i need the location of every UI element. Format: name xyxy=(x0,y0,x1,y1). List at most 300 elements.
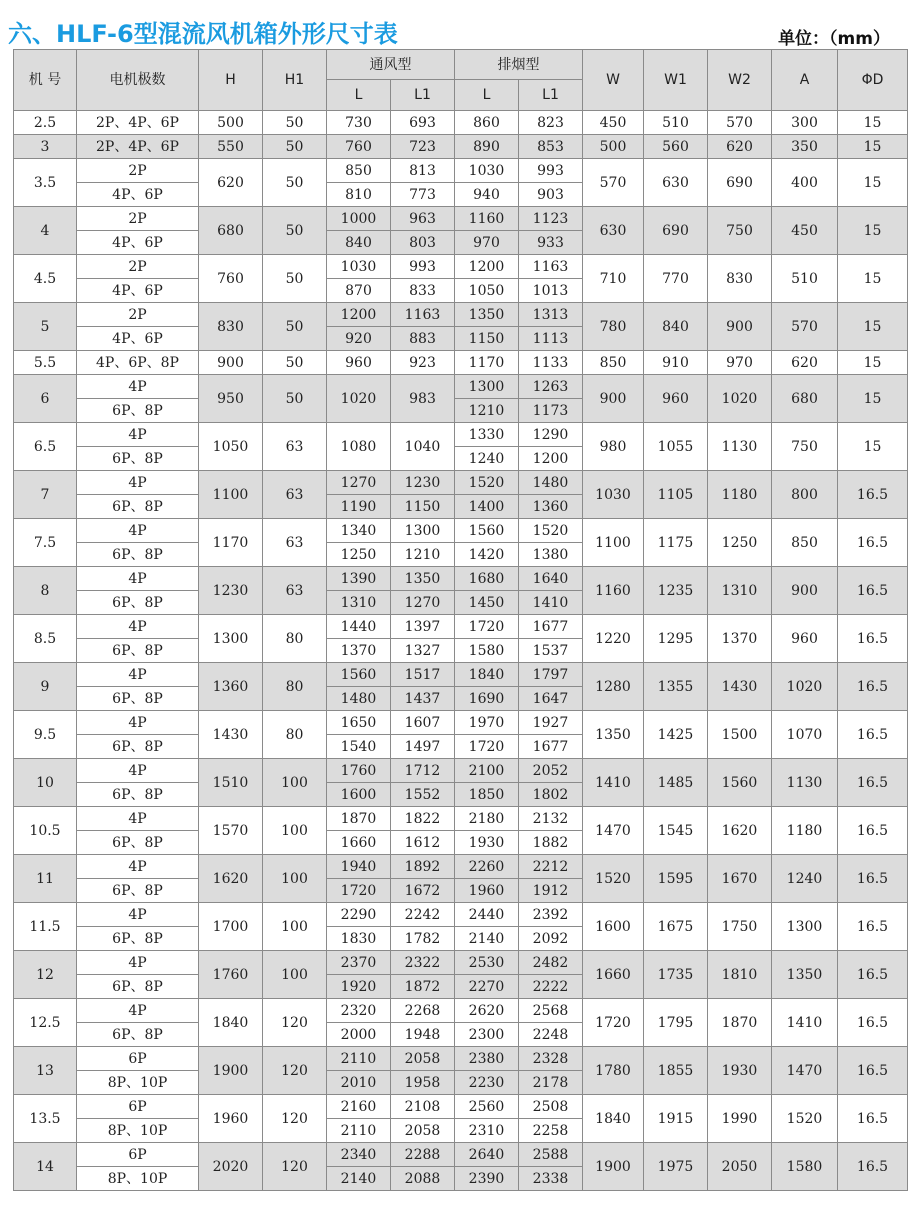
cell-a: 300 xyxy=(772,111,838,135)
cell-smoke-l1: 1677 xyxy=(519,615,583,639)
cell-vent-l: 1870 xyxy=(327,807,391,831)
cell-vent-l1: 1672 xyxy=(391,879,455,903)
cell-w2: 1810 xyxy=(708,951,772,999)
cell-w: 1100 xyxy=(583,519,644,567)
cell-smoke-l1: 1013 xyxy=(519,279,583,303)
cell-motor: 6P、8P xyxy=(77,639,199,663)
table-body xyxy=(14,111,908,1191)
cell-a: 750 xyxy=(772,423,838,471)
cell-w2: 1930 xyxy=(708,1047,772,1095)
cell-h: 500 xyxy=(199,111,263,135)
table-row xyxy=(14,111,908,135)
cell-vent-l: 1650 xyxy=(327,711,391,735)
cell-smoke-l1: 2178 xyxy=(519,1071,583,1095)
cell-vent-l1: 1958 xyxy=(391,1071,455,1095)
cell-motor: 4P xyxy=(77,855,199,879)
cell-smoke-l1: 1802 xyxy=(519,783,583,807)
cell-vent-l: 850 xyxy=(327,159,391,183)
cell-vent-l: 2010 xyxy=(327,1071,391,1095)
cell-motor: 4P xyxy=(77,423,199,447)
cell-w1: 560 xyxy=(644,135,708,159)
cell-smoke-l1: 1912 xyxy=(519,879,583,903)
cell-w: 500 xyxy=(583,135,644,159)
cell-vent-l: 2370 xyxy=(327,951,391,975)
cell-a: 620 xyxy=(772,351,838,375)
cell-motor: 4P xyxy=(77,519,199,543)
cell-smoke-l: 1850 xyxy=(455,783,519,807)
header-w: W xyxy=(583,50,644,111)
cell-vent-l1: 993 xyxy=(391,255,455,279)
cell-w: 900 xyxy=(583,375,644,423)
cell-vent-l: 1200 xyxy=(327,303,391,327)
cell-smoke-l1: 1882 xyxy=(519,831,583,855)
cell-w1: 1545 xyxy=(644,807,708,855)
cell-smoke-l1: 1200 xyxy=(519,447,583,471)
cell-model: 14 xyxy=(14,1143,77,1191)
cell-vent-l1: 2322 xyxy=(391,951,455,975)
cell-vent-l1: 1397 xyxy=(391,615,455,639)
cell-smoke-l: 1970 xyxy=(455,711,519,735)
cell-h: 1840 xyxy=(199,999,263,1047)
cell-model: 5 xyxy=(14,303,77,351)
cell-motor: 4P xyxy=(77,711,199,735)
cell-vent-l: 960 xyxy=(327,351,391,375)
cell-a: 350 xyxy=(772,135,838,159)
cell-vent-l: 2000 xyxy=(327,1023,391,1047)
cell-h1: 63 xyxy=(263,567,327,615)
cell-smoke-l: 2620 xyxy=(455,999,519,1023)
cell-motor: 6P、8P xyxy=(77,687,199,711)
cell-vent-l1: 2108 xyxy=(391,1095,455,1119)
cell-d: 16.5 xyxy=(838,759,908,807)
cell-h: 680 xyxy=(199,207,263,255)
cell-vent-l: 1270 xyxy=(327,471,391,495)
cell-vent-l1: 1163 xyxy=(391,303,455,327)
cell-vent-l1: 1150 xyxy=(391,495,455,519)
cell-vent-l1: 1607 xyxy=(391,711,455,735)
cell-w2: 1870 xyxy=(708,999,772,1047)
cell-smoke-l: 2260 xyxy=(455,855,519,879)
cell-d: 16.5 xyxy=(838,471,908,519)
cell-h: 620 xyxy=(199,159,263,207)
cell-w2: 1370 xyxy=(708,615,772,663)
cell-smoke-l: 2300 xyxy=(455,1023,519,1047)
table-header-row xyxy=(14,50,908,80)
cell-motor: 6P、8P xyxy=(77,879,199,903)
cell-w2: 750 xyxy=(708,207,772,255)
cell-h1: 63 xyxy=(263,423,327,471)
cell-vent-l1: 1948 xyxy=(391,1023,455,1047)
cell-vent-l: 810 xyxy=(327,183,391,207)
cell-w: 850 xyxy=(583,351,644,375)
cell-h: 1760 xyxy=(199,951,263,999)
cell-vent-l: 1310 xyxy=(327,591,391,615)
cell-smoke-l1: 903 xyxy=(519,183,583,207)
cell-model: 7.5 xyxy=(14,519,77,567)
cell-vent-l: 2290 xyxy=(327,903,391,927)
cell-smoke-l: 2380 xyxy=(455,1047,519,1071)
cell-h: 1700 xyxy=(199,903,263,951)
cell-a: 1410 xyxy=(772,999,838,1047)
cell-motor: 6P、8P xyxy=(77,1023,199,1047)
cell-model: 12 xyxy=(14,951,77,999)
cell-vent-l1: 2058 xyxy=(391,1047,455,1071)
cell-vent-l: 2140 xyxy=(327,1167,391,1191)
cell-h1: 80 xyxy=(263,615,327,663)
cell-w2: 1500 xyxy=(708,711,772,759)
cell-smoke-l1: 1313 xyxy=(519,303,583,327)
cell-d: 15 xyxy=(838,135,908,159)
cell-h: 760 xyxy=(199,255,263,303)
cell-vent-l1: 813 xyxy=(391,159,455,183)
cell-vent-l1: 1270 xyxy=(391,591,455,615)
cell-model: 13.5 xyxy=(14,1095,77,1143)
cell-vent-l1: 1612 xyxy=(391,831,455,855)
cell-smoke-l1: 1113 xyxy=(519,327,583,351)
cell-motor: 6P、8P xyxy=(77,783,199,807)
cell-vent-l1: 2242 xyxy=(391,903,455,927)
cell-motor: 4P、6P xyxy=(77,231,199,255)
cell-w1: 1175 xyxy=(644,519,708,567)
cell-vent-l1: 723 xyxy=(391,135,455,159)
cell-model: 2.5 xyxy=(14,111,77,135)
cell-model: 8 xyxy=(14,567,77,615)
cell-motor: 6P xyxy=(77,1143,199,1167)
header-motor: 电机极数 xyxy=(77,50,199,111)
cell-d: 15 xyxy=(838,423,908,471)
cell-vent-l: 870 xyxy=(327,279,391,303)
cell-motor: 4P、6P xyxy=(77,183,199,207)
table-row xyxy=(14,615,908,639)
cell-smoke-l1: 2508 xyxy=(519,1095,583,1119)
cell-w1: 1795 xyxy=(644,999,708,1047)
cell-w1: 1355 xyxy=(644,663,708,711)
cell-h: 1300 xyxy=(199,615,263,663)
cell-motor: 6P、8P xyxy=(77,975,199,999)
table-row xyxy=(14,663,908,687)
cell-w1: 690 xyxy=(644,207,708,255)
cell-vent-l: 920 xyxy=(327,327,391,351)
cell-motor: 4P、6P xyxy=(77,279,199,303)
cell-vent-l1: 803 xyxy=(391,231,455,255)
cell-vent-l1: 833 xyxy=(391,279,455,303)
cell-h1: 50 xyxy=(263,375,327,423)
cell-w: 630 xyxy=(583,207,644,255)
cell-h: 1960 xyxy=(199,1095,263,1143)
cell-smoke-l1: 993 xyxy=(519,159,583,183)
header-w1: W1 xyxy=(644,50,708,111)
cell-w2: 1750 xyxy=(708,903,772,951)
cell-motor: 4P、6P、8P xyxy=(77,351,199,375)
cell-motor: 2P xyxy=(77,207,199,231)
cell-smoke-l: 1720 xyxy=(455,735,519,759)
cell-motor: 6P xyxy=(77,1095,199,1119)
header-d: ΦD xyxy=(838,50,908,111)
cell-d: 15 xyxy=(838,255,908,303)
cell-a: 450 xyxy=(772,207,838,255)
cell-model: 6 xyxy=(14,375,77,423)
cell-smoke-l1: 2338 xyxy=(519,1167,583,1191)
cell-model: 4 xyxy=(14,207,77,255)
cell-vent-l: 2110 xyxy=(327,1119,391,1143)
cell-w2: 1620 xyxy=(708,807,772,855)
cell-w1: 1975 xyxy=(644,1143,708,1191)
header-smoke: 排烟型 xyxy=(455,50,583,80)
cell-smoke-l: 1160 xyxy=(455,207,519,231)
cell-a: 1470 xyxy=(772,1047,838,1095)
cell-d: 16.5 xyxy=(838,903,908,951)
cell-smoke-l1: 2092 xyxy=(519,927,583,951)
cell-smoke-l: 2640 xyxy=(455,1143,519,1167)
cell-w1: 770 xyxy=(644,255,708,303)
cell-h: 900 xyxy=(199,351,263,375)
cell-vent-l1: 1822 xyxy=(391,807,455,831)
cell-smoke-l: 1450 xyxy=(455,591,519,615)
cell-smoke-l: 1300 xyxy=(455,375,519,399)
cell-motor: 4P xyxy=(77,903,199,927)
cell-smoke-l: 1200 xyxy=(455,255,519,279)
cell-h: 550 xyxy=(199,135,263,159)
cell-motor: 2P、4P、6P xyxy=(77,111,199,135)
cell-h1: 50 xyxy=(263,255,327,303)
cell-smoke-l: 1170 xyxy=(455,351,519,375)
cell-vent-l: 1440 xyxy=(327,615,391,639)
cell-w: 570 xyxy=(583,159,644,207)
cell-smoke-l: 1240 xyxy=(455,447,519,471)
cell-motor: 2P、4P、6P xyxy=(77,135,199,159)
cell-smoke-l1: 2222 xyxy=(519,975,583,999)
cell-model: 3.5 xyxy=(14,159,77,207)
cell-a: 900 xyxy=(772,567,838,615)
table-row xyxy=(14,159,908,183)
cell-w: 1660 xyxy=(583,951,644,999)
cell-h1: 100 xyxy=(263,807,327,855)
cell-w1: 1105 xyxy=(644,471,708,519)
cell-vent-l1: 963 xyxy=(391,207,455,231)
cell-w2: 1670 xyxy=(708,855,772,903)
cell-vent-l1: 1782 xyxy=(391,927,455,951)
cell-motor: 8P、10P xyxy=(77,1119,199,1143)
cell-a: 800 xyxy=(772,471,838,519)
cell-model: 4.5 xyxy=(14,255,77,303)
header-vent-l: L xyxy=(327,80,391,111)
cell-w2: 1560 xyxy=(708,759,772,807)
cell-vent-l1: 1300 xyxy=(391,519,455,543)
cell-smoke-l: 1350 xyxy=(455,303,519,327)
cell-h1: 50 xyxy=(263,207,327,255)
cell-smoke-l1: 1537 xyxy=(519,639,583,663)
cell-h1: 50 xyxy=(263,111,327,135)
cell-h1: 100 xyxy=(263,855,327,903)
cell-a: 400 xyxy=(772,159,838,207)
cell-w: 1160 xyxy=(583,567,644,615)
cell-smoke-l1: 853 xyxy=(519,135,583,159)
cell-w: 1520 xyxy=(583,855,644,903)
cell-w: 1410 xyxy=(583,759,644,807)
cell-vent-l1: 1040 xyxy=(391,423,455,471)
cell-vent-l: 2160 xyxy=(327,1095,391,1119)
cell-vent-l: 1540 xyxy=(327,735,391,759)
cell-smoke-l1: 933 xyxy=(519,231,583,255)
cell-smoke-l: 890 xyxy=(455,135,519,159)
table-row xyxy=(14,255,908,279)
cell-vent-l: 1480 xyxy=(327,687,391,711)
cell-smoke-l1: 2328 xyxy=(519,1047,583,1071)
cell-w2: 620 xyxy=(708,135,772,159)
cell-vent-l: 1940 xyxy=(327,855,391,879)
cell-w: 1280 xyxy=(583,663,644,711)
cell-w: 1350 xyxy=(583,711,644,759)
cell-h: 830 xyxy=(199,303,263,351)
cell-vent-l: 2340 xyxy=(327,1143,391,1167)
cell-vent-l1: 773 xyxy=(391,183,455,207)
cell-smoke-l1: 823 xyxy=(519,111,583,135)
cell-smoke-l: 970 xyxy=(455,231,519,255)
cell-motor: 6P、8P xyxy=(77,399,199,423)
cell-smoke-l: 1050 xyxy=(455,279,519,303)
table-row xyxy=(14,951,908,975)
cell-w2: 2050 xyxy=(708,1143,772,1191)
cell-smoke-l: 2310 xyxy=(455,1119,519,1143)
cell-motor: 6P、8P xyxy=(77,543,199,567)
cell-smoke-l1: 1640 xyxy=(519,567,583,591)
cell-motor: 4P xyxy=(77,375,199,399)
cell-vent-l: 1020 xyxy=(327,375,391,423)
cell-smoke-l1: 1520 xyxy=(519,519,583,543)
cell-smoke-l: 2440 xyxy=(455,903,519,927)
cell-vent-l1: 1210 xyxy=(391,543,455,567)
cell-w2: 1990 xyxy=(708,1095,772,1143)
cell-h1: 50 xyxy=(263,135,327,159)
cell-smoke-l1: 1410 xyxy=(519,591,583,615)
cell-w1: 630 xyxy=(644,159,708,207)
cell-vent-l: 1830 xyxy=(327,927,391,951)
cell-vent-l1: 1712 xyxy=(391,759,455,783)
cell-w1: 910 xyxy=(644,351,708,375)
cell-smoke-l: 2390 xyxy=(455,1167,519,1191)
cell-a: 1350 xyxy=(772,951,838,999)
cell-smoke-l1: 1480 xyxy=(519,471,583,495)
cell-h: 2020 xyxy=(199,1143,263,1191)
cell-w1: 1235 xyxy=(644,567,708,615)
cell-vent-l: 1190 xyxy=(327,495,391,519)
cell-vent-l: 1560 xyxy=(327,663,391,687)
cell-model: 10.5 xyxy=(14,807,77,855)
cell-d: 16.5 xyxy=(838,519,908,567)
cell-h1: 50 xyxy=(263,159,327,207)
cell-motor: 6P、8P xyxy=(77,495,199,519)
cell-w1: 1295 xyxy=(644,615,708,663)
cell-a: 680 xyxy=(772,375,838,423)
cell-smoke-l1: 1133 xyxy=(519,351,583,375)
cell-h1: 120 xyxy=(263,1047,327,1095)
cell-vent-l1: 2088 xyxy=(391,1167,455,1191)
cell-w1: 1735 xyxy=(644,951,708,999)
cell-vent-l: 2320 xyxy=(327,999,391,1023)
table-row xyxy=(14,903,908,927)
cell-a: 1070 xyxy=(772,711,838,759)
cell-model: 12.5 xyxy=(14,999,77,1047)
cell-smoke-l1: 2482 xyxy=(519,951,583,975)
cell-motor: 6P、8P xyxy=(77,831,199,855)
cell-smoke-l1: 1263 xyxy=(519,375,583,399)
cell-a: 1020 xyxy=(772,663,838,711)
cell-vent-l1: 2268 xyxy=(391,999,455,1023)
cell-w2: 1250 xyxy=(708,519,772,567)
table-row xyxy=(14,1047,908,1071)
cell-h1: 100 xyxy=(263,759,327,807)
cell-w: 1720 xyxy=(583,999,644,1047)
cell-smoke-l: 1580 xyxy=(455,639,519,663)
cell-w2: 1180 xyxy=(708,471,772,519)
cell-h1: 100 xyxy=(263,951,327,999)
cell-model: 13 xyxy=(14,1047,77,1095)
cell-h: 1900 xyxy=(199,1047,263,1095)
cell-d: 15 xyxy=(838,351,908,375)
cell-smoke-l1: 1647 xyxy=(519,687,583,711)
cell-a: 1180 xyxy=(772,807,838,855)
cell-w: 1840 xyxy=(583,1095,644,1143)
table-row xyxy=(14,375,908,399)
cell-w2: 690 xyxy=(708,159,772,207)
cell-w2: 1020 xyxy=(708,375,772,423)
table-row xyxy=(14,1095,908,1119)
cell-smoke-l: 2100 xyxy=(455,759,519,783)
cell-smoke-l: 940 xyxy=(455,183,519,207)
cell-d: 16.5 xyxy=(838,663,908,711)
cell-vent-l1: 883 xyxy=(391,327,455,351)
cell-model: 10 xyxy=(14,759,77,807)
cell-model: 8.5 xyxy=(14,615,77,663)
cell-w: 1030 xyxy=(583,471,644,519)
cell-vent-l1: 983 xyxy=(391,375,455,423)
cell-w1: 1485 xyxy=(644,759,708,807)
cell-h: 1050 xyxy=(199,423,263,471)
cell-a: 1300 xyxy=(772,903,838,951)
cell-smoke-l: 2140 xyxy=(455,927,519,951)
table-row xyxy=(14,1143,908,1167)
cell-smoke-l1: 1123 xyxy=(519,207,583,231)
header-h: H xyxy=(199,50,263,111)
cell-motor: 4P xyxy=(77,567,199,591)
cell-smoke-l: 1680 xyxy=(455,567,519,591)
cell-motor: 4P xyxy=(77,807,199,831)
cell-smoke-l: 1030 xyxy=(455,159,519,183)
cell-a: 1520 xyxy=(772,1095,838,1143)
table-row xyxy=(14,135,908,159)
cell-h1: 50 xyxy=(263,303,327,351)
cell-smoke-l: 1930 xyxy=(455,831,519,855)
cell-w1: 1855 xyxy=(644,1047,708,1095)
cell-vent-l: 840 xyxy=(327,231,391,255)
cell-h: 1360 xyxy=(199,663,263,711)
table-row xyxy=(14,807,908,831)
cell-h: 1230 xyxy=(199,567,263,615)
cell-vent-l1: 1872 xyxy=(391,975,455,999)
cell-w1: 1425 xyxy=(644,711,708,759)
cell-vent-l1: 1497 xyxy=(391,735,455,759)
unit-label: 单位：（mm） xyxy=(778,29,890,49)
cell-vent-l: 1390 xyxy=(327,567,391,591)
cell-d: 15 xyxy=(838,159,908,207)
cell-smoke-l: 1720 xyxy=(455,615,519,639)
cell-vent-l: 1760 xyxy=(327,759,391,783)
cell-smoke-l1: 2258 xyxy=(519,1119,583,1143)
cell-d: 16.5 xyxy=(838,855,908,903)
cell-w: 450 xyxy=(583,111,644,135)
cell-smoke-l: 2230 xyxy=(455,1071,519,1095)
cell-smoke-l1: 2248 xyxy=(519,1023,583,1047)
